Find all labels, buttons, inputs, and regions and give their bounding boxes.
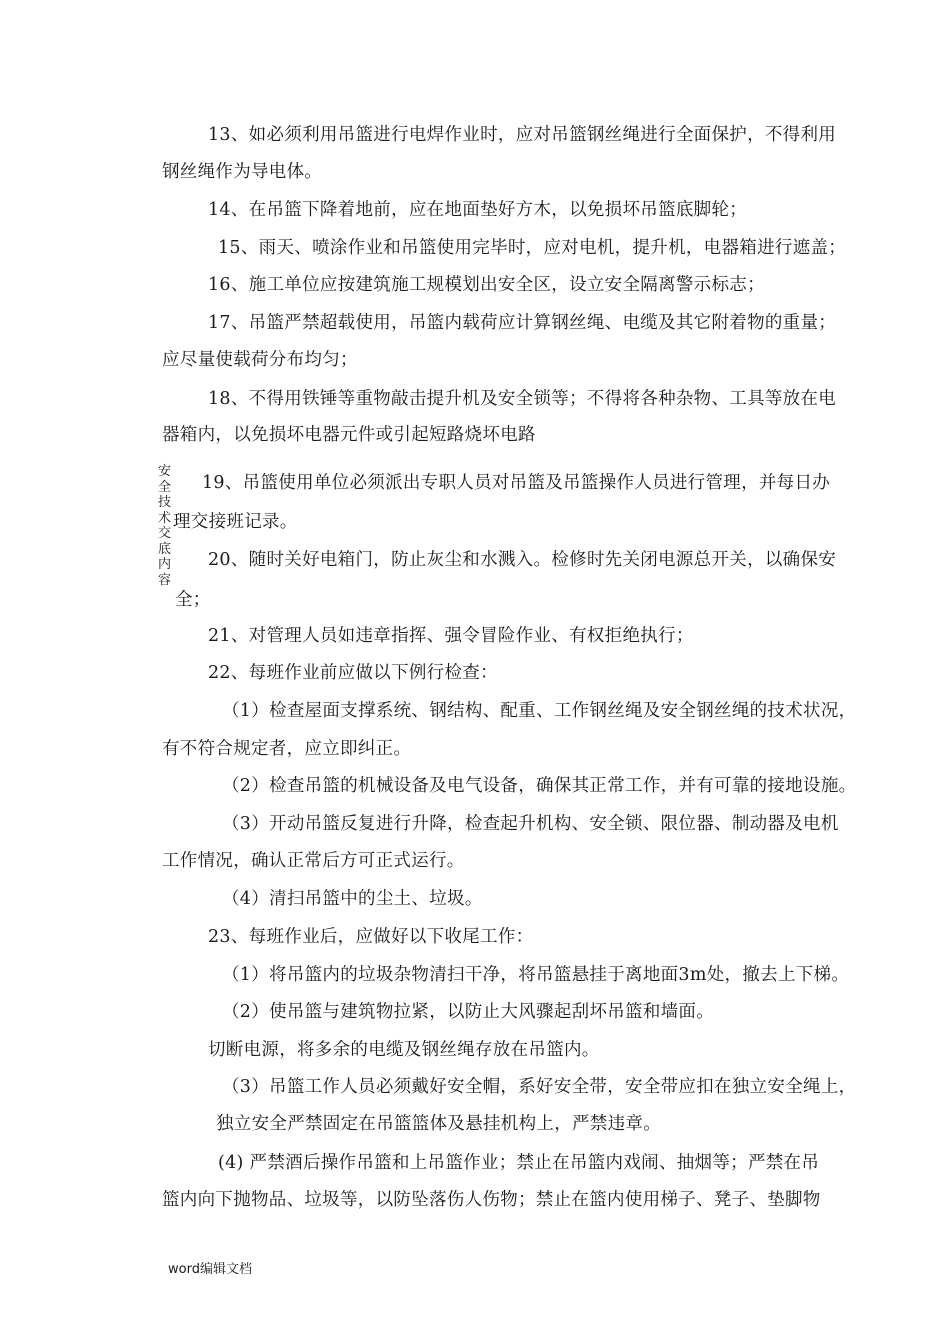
- paragraph-line: 17、吊篮严禁超载使用，吊篮内载荷应计算钢丝绳、电缆及其它附着物的重量；: [208, 313, 837, 333]
- paragraph-line: （3）开动吊篮反复进行升降，检查起升机构、安全锁、限位器、制动器及电机: [222, 814, 839, 834]
- paragraph-line: 器箱内，以免损坏电器元件或引起短路烧坏电路: [162, 425, 536, 445]
- paragraph-line: 20、随时关好电箱门，防止灰尘和水溅入。检修时先关闭电源总开关，以确保安: [208, 550, 837, 570]
- paragraph-line: 钢丝绳作为导电体。: [162, 162, 323, 182]
- paragraph-line: 独立安全严禁固定在吊篮篮体及悬挂机构上，严禁违章。: [216, 1114, 661, 1134]
- page-footer: word编辑文档: [168, 1262, 252, 1277]
- paragraph-line: 全；: [175, 590, 211, 610]
- paragraph-line: 15、雨天、喷涂作业和吊篮使用完毕时，应对电机，提升机，电器箱进行遮盖；: [218, 238, 847, 258]
- paragraph-line: 应尽量使载荷分布均匀；: [162, 350, 358, 370]
- paragraph-line: （4）清扫吊篮中的尘土、垃圾。: [222, 889, 483, 909]
- paragraph-line: （3）吊篮工作人员必须戴好安全帽，系好安全带，安全带应扣在独立安全绳上，: [222, 1077, 857, 1097]
- paragraph-line: 切断电源，将多余的电缆及钢丝绳存放在吊篮内。: [208, 1040, 600, 1060]
- paragraph-line: 有不符合规定者，应立即纠正。: [162, 739, 412, 759]
- paragraph-line: 工作情况，确认正常后方可正式运行。: [162, 851, 465, 871]
- paragraph-line: 18、不得用铁锤等重物敲击提升机及安全锁等；不得将各种杂物、工具等放在电: [208, 389, 837, 409]
- paragraph-line: 16、施工单位应按建筑施工规模划出安全区，设立安全隔离警示标志；: [208, 275, 765, 295]
- paragraph-line: （2）使吊篮与建筑物拉紧，以防止大风骤起刮坏吊篮和墙面。: [222, 1002, 715, 1022]
- paragraph-line: （1）检查屋面支撑系统、钢结构、配重、工作钢丝绳及安全钢丝绳的技术状况，: [222, 701, 857, 721]
- paragraph-line: （1）将吊篮内的垃圾杂物清扫干净，将吊篮悬挂于离地面3m处，撤去上下梯。: [222, 965, 850, 985]
- paragraph-line: （2）检查吊篮的机械设备及电气设备，确保其正常工作，并有可靠的接地设施。: [222, 776, 857, 796]
- paragraph-line: 篮内向下抛物品、垃圾等，以防坠落伤人伤物；禁止在篮内使用梯子、凳子、垫脚物: [162, 1190, 821, 1210]
- paragraph-line: 13、如必须利用吊篮进行电焊作业时，应对吊篮钢丝绳进行全面保护，不得利用: [208, 125, 837, 145]
- paragraph-line: 理交接班记录。: [173, 512, 298, 532]
- paragraph-line: 23、每班作业后，应做好以下收尾工作：: [208, 927, 534, 947]
- paragraph-line: 22、每班作业前应做以下例行检查：: [208, 663, 498, 683]
- paragraph-line: 19、吊篮使用单位必须派出专职人员对吊篮及吊篮操作人员进行管理，并每日办: [202, 473, 831, 493]
- side-note: 安全技术交底内容: [158, 464, 172, 588]
- paragraph-line: 21、对管理人员如违章指挥、强令冒险作业、有权拒绝执行；: [208, 626, 694, 646]
- paragraph-line: 14、在吊篮下降着地前，应在地面垫好方木，以免损坏吊篮底脚轮；: [208, 200, 748, 220]
- paragraph-line: (4) 严禁酒后操作吊篮和上吊篮作业；禁止在吊篮内戏闹、抽烟等；严禁在吊: [218, 1153, 820, 1173]
